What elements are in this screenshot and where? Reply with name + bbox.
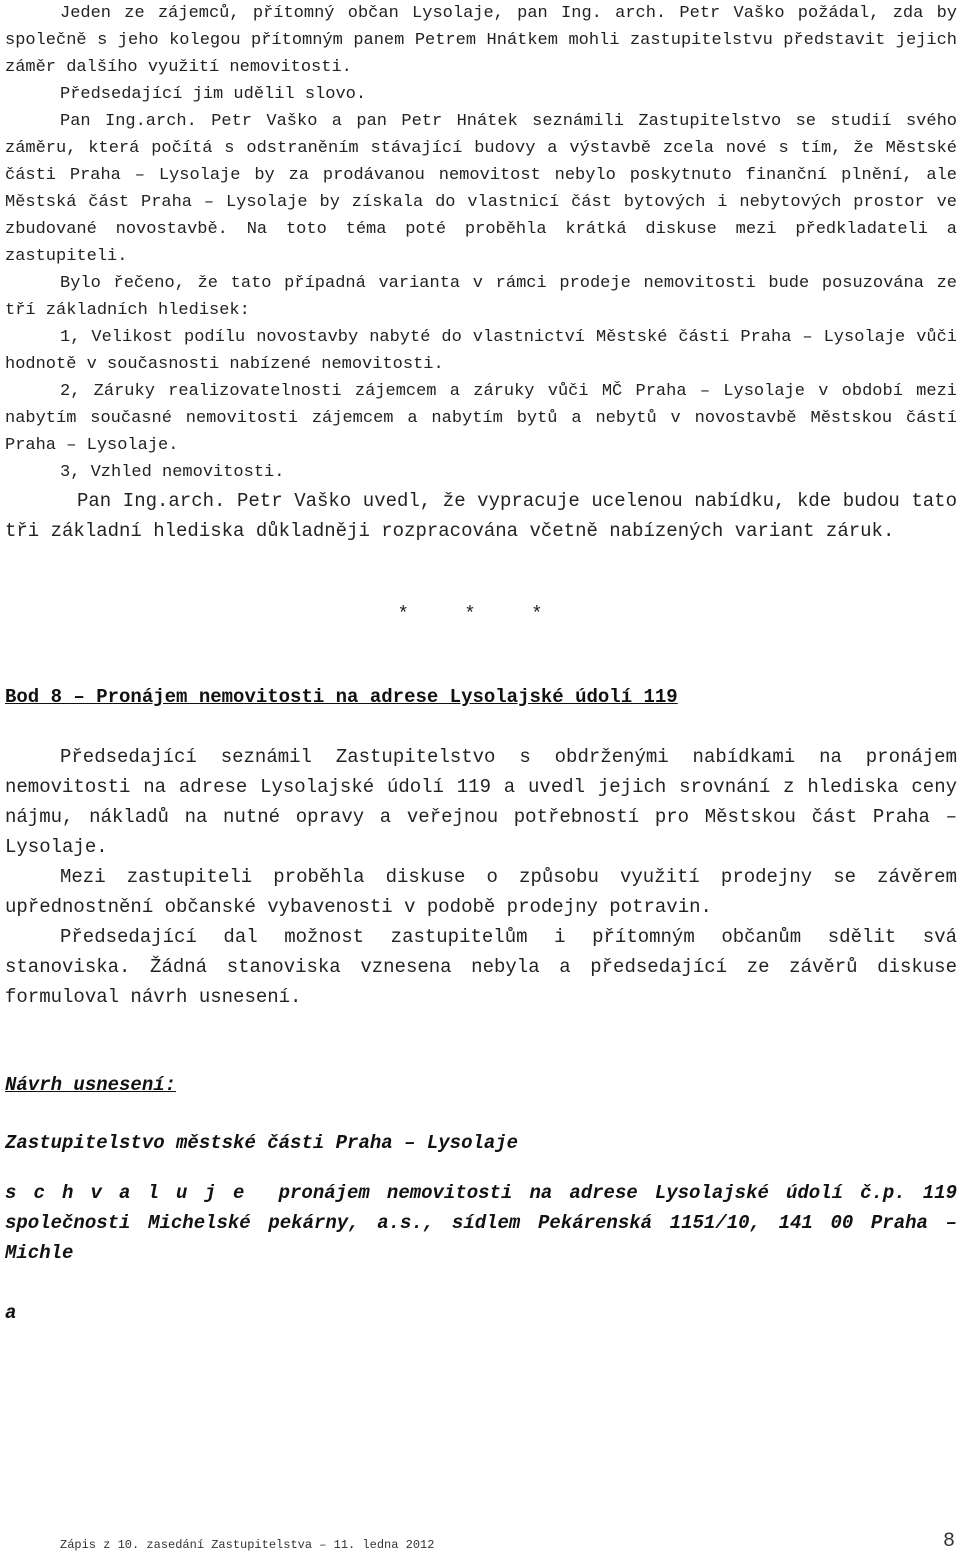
page-footer: Zápis z 10. zasedání Zastupitelstva – 11. ledna 2012	[60, 1538, 435, 1552]
criterion-3: 3, Vzhled nemovitosti.	[60, 463, 285, 482]
intro-paragraph-8: Pan Ing.arch. Petr Vaško uvedl, že vypracuje ucelenou nabídku, kde budou tato tři základní hlediska důkladněji rozpracována včetně nabízených variant záruk.	[5, 490, 957, 542]
resolution-line-1: Zastupitelstvo městské části Praha – Lysolaje	[5, 1132, 519, 1154]
intro-paragraph-4: Bylo řečeno, že tato případná varianta v rámci prodeje nemovitosti bude posuzována ze tří základních hledisek:	[5, 274, 957, 320]
bod8-section	[5, 742, 957, 1012]
intro-closing	[5, 486, 957, 546]
bod8-heading: Bod 8 – Pronájem nemovitosti na adrese Lysolajské údolí 119	[5, 686, 678, 708]
intro-paragraph-3: Pan Ing.arch. Petr Vaško a pan Petr Hnátek seznámili Zastupitelstvo se studií svého záměru, která počítá s odstraněním stávající budovy a výstavbě zcela nové s tím, že Městské části Praha – Lysolaje by za prodávanou nemovitost nebylo poskytnuto finanční plnění, ale Městská část Praha – Lysolaje by získala do vlastnicí část bytových i nebytových prostor ve zbudované novostavbě. Na toto téma poté proběhla krátká diskuse mezi předkladateli a zastupiteli.	[5, 112, 957, 266]
resolution-text	[5, 1178, 957, 1268]
resolution-body: pronájem nemovitosti na adrese Lysolajské údolí č.p. 119 společnosti Michelské pekárny, a.s., sídlem Pekárenská 1151/10, 141 00 Praha – Michle	[5, 1182, 957, 1264]
intro-section	[5, 0, 957, 486]
criterion-1: 1, Velikost podílu novostavby nabyté do vlastnictví Městské části Praha – Lysolaje vůči hodnotě v současnosti nabízené nemovitosti.	[5, 328, 957, 374]
resolution-verb: s c h v a l u j e	[5, 1182, 245, 1204]
bod8-paragraph-3: Předsedající dal možnost zastupitelům i přítomným občanům sdělit svá stanoviska. Žádná stanoviska vznesena nebyla a předsedající ze závěrů diskuse formuloval návrh usnesení.	[5, 926, 957, 1008]
document-page	[5, 0, 957, 1328]
intro-paragraph-2: Předsedající jim udělil slovo.	[60, 85, 367, 104]
section-separator: * * *	[397, 603, 565, 625]
criterion-2: 2, Záruky realizovatelnosti zájemcem a záruky vůči MČ Praha – Lysolaje v období mezi nabytím současné nemovitosti zájemcem a nabytím bytů a nebytů v novostavbě Městskou částí Praha – Lysolaje.	[5, 382, 957, 455]
resolution-heading: Návrh usnesení:	[5, 1074, 177, 1096]
bod8-paragraph-1: Předsedající seznámil Zastupitelstvo s obdrženými nabídkami na pronájem nemovitosti na adrese Lysolajské údolí 119 a uvedl jejich srovnání z hlediska ceny nájmu, nákladů na nutné opravy a veřejnou potřebností pro Městskou část Praha – Lysolaje.	[5, 746, 957, 858]
intro-paragraph-1: Jeden ze zájemců, přítomný občan Lysolaje, pan Ing. arch. Petr Vaško požádal, zda by společně s jeho kolegou přítomným panem Petrem Hnátkem mohli zastupitelstvu představit jejich záměr dalšího využití nemovitosti.	[5, 4, 957, 77]
bod8-paragraph-2: Mezi zastupiteli proběhla diskuse o způsobu využití prodejny se závěrem upřednostnění občanské vybavenosti v podobě prodejny potravin.	[5, 866, 957, 918]
resolution-a: a	[5, 1302, 17, 1324]
page-number: 8	[942, 1530, 955, 1553]
